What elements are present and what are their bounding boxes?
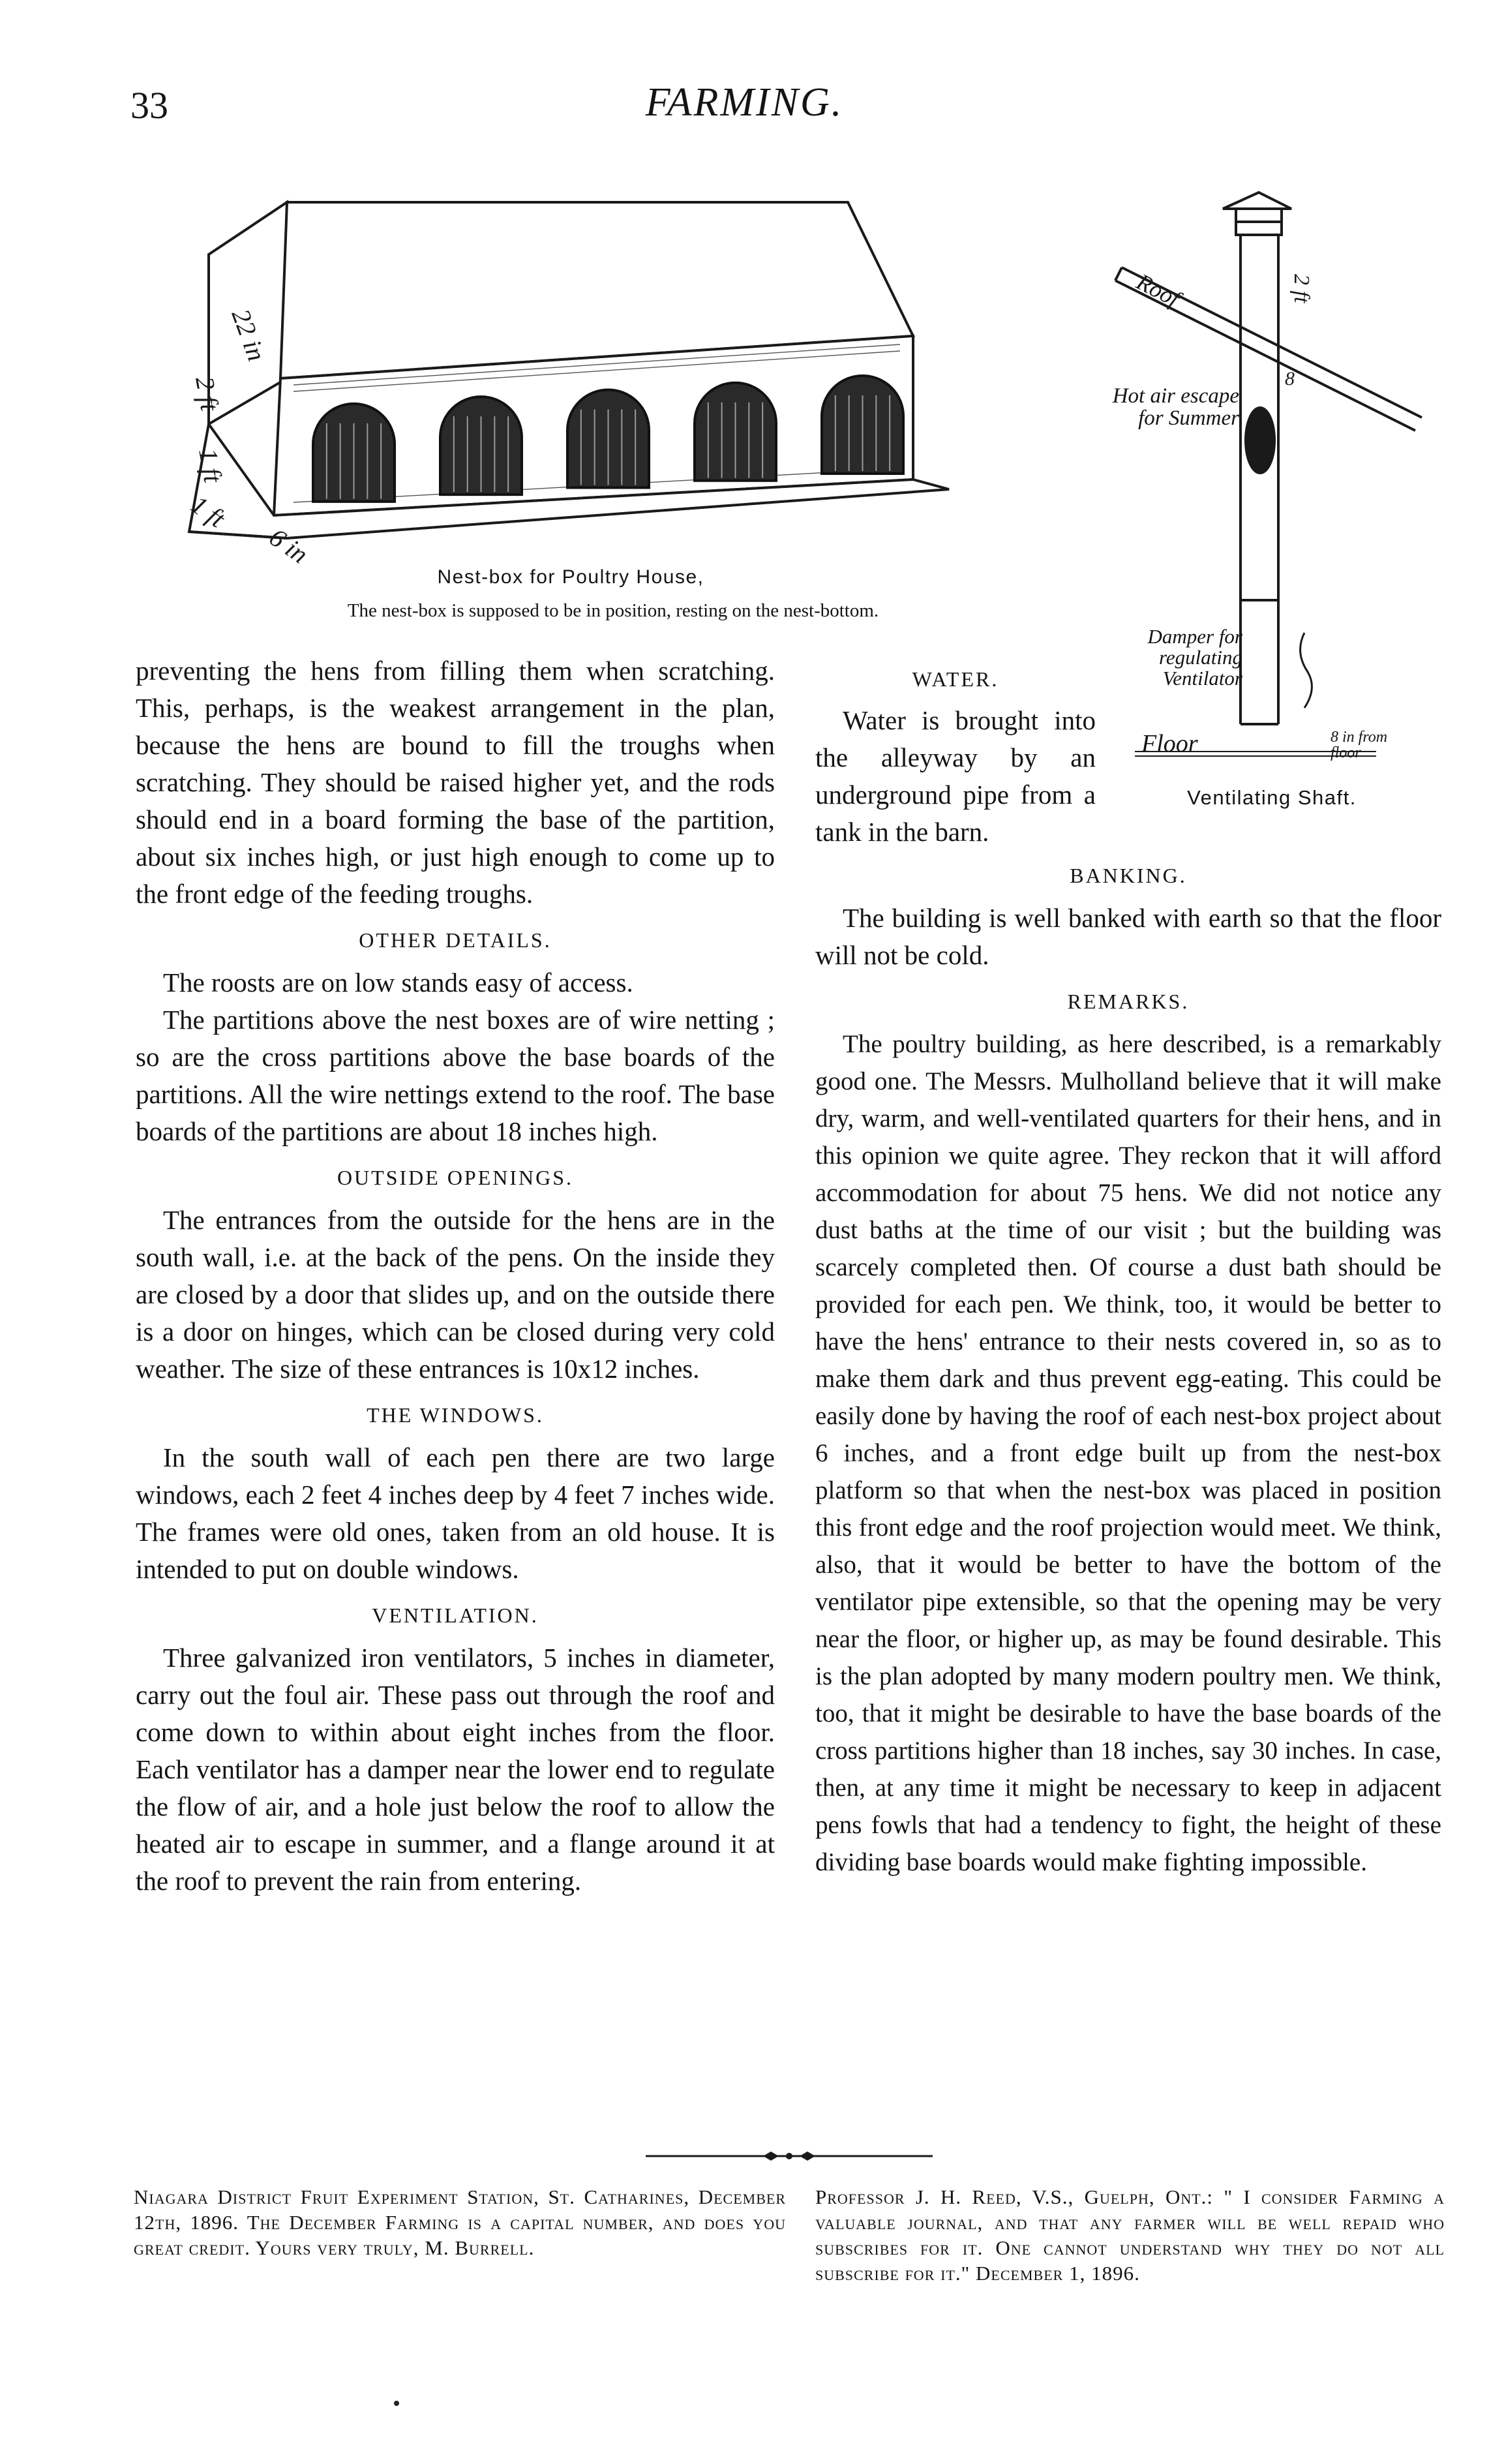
nestbox-note: The nest-box is supposed to be in position, resting on the nest-bottom. bbox=[347, 600, 879, 621]
shaft-label-from-floor: 8 in from floor bbox=[1331, 729, 1388, 761]
heading-windows: THE WINDOWS. bbox=[367, 1403, 544, 1427]
shaft-label-8: 8 bbox=[1285, 368, 1295, 389]
water-section bbox=[815, 656, 1096, 851]
ornamental-rule bbox=[646, 2150, 933, 2163]
heading-water: WATER. bbox=[912, 667, 999, 691]
letter-reed: Professor J. H. Reed, V.S., Guelph, Ont.: " I consider Farming a valuable journal, and that any farmer will be well repaid who subscribes for it. One cannot understand why they do not all subscribe for it." December 1, 1896. bbox=[815, 2185, 1445, 2285]
intro-paragraph: preventing the hens from filling them when scratching. This, perhaps, is the weakest arrangement in the plan, because the hens are bound to fill the troughs when scratching. They should be raised higher yet, and the rods should end in a board forming the base of the partition, about six inches high, or just high enough to come up to the front edge of the feeding troughs. bbox=[136, 656, 775, 909]
dim-label-22in: 22 in bbox=[226, 305, 272, 365]
shaft-caption: Ventilating Shaft. bbox=[1187, 786, 1357, 809]
shaft-label-floor: Floor bbox=[1141, 730, 1198, 757]
right-column bbox=[815, 848, 1441, 1881]
heading-outside-openings: OUTSIDE OPENINGS. bbox=[337, 1166, 574, 1189]
shaft-label-damper: Damper for regulating Ventilator bbox=[1147, 625, 1242, 690]
paragraph-remarks: The poultry building, as here described, is a remarkably good one. The Messrs. Mulholland believe that it will make dry, warm, and well-ventilated quarters for their hens, and in this opinion we quite agree. They reckon that it will afford accommodation for about 75 hens. We did not notice any dust baths at the time of our visit ; but the building was scarcely completed then. Of course a dust bath should be provided for each pen. We think, too, it would be better to have the hens' entrance to their nests covered in, so as to make them dark and thus prevent egg-eating. This could be easily done by having the roof of each nest-box project about 6 inches, and a front edge built up from the nest-box platform so that when the nest-box was placed in position this front edge and the roof projection would meet. We think, also, that it would be better to have the bottom of the ventilator pipe extensible, so that the opening may be very near the floor, or higher up, as may be found desirable. This is the plan adopted by many modern poultry men. We think, too, that it might be desirable to have the base boards of the cross partitions higher than 18 inches, say 30 inches. In case, then, at any time it might be necessary to keep in adjacent pens fowls that had a tendency to fight, the height of these dividing base boards would make fighting impossible. bbox=[815, 1030, 1441, 1876]
shaft-label-2ft: 2 ft bbox=[1289, 274, 1314, 303]
paragraph-water: Water is brought into the alleyway by an underground pipe from a tank in the barn. bbox=[815, 705, 1096, 847]
heading-remarks: REMARKS. bbox=[1067, 990, 1190, 1013]
dim-label-1ft-a: 1 ft bbox=[193, 446, 228, 485]
nestbox-illustration bbox=[170, 176, 1017, 581]
dim-label-2ft: 2 ft bbox=[190, 374, 225, 414]
heading-ventilation: VENTILATION. bbox=[372, 1604, 539, 1627]
nestbox-caption: Nest-box for Poultry House, bbox=[437, 566, 704, 588]
heading-banking: BANKING. bbox=[1070, 864, 1187, 887]
paragraph-roosts: The roosts are on low stands easy of access. bbox=[163, 967, 633, 997]
letter-burrell: Niagara District Fruit Experiment Station, St. Catharines, December 12th, 1896. The December Farming is a capital number, and does you great credit. Yours very truly, M. Burrell. bbox=[134, 2185, 786, 2259]
paragraph-ventilation: Three galvanized iron ventilators, 5 inches in diameter, carry out the foul air. These pass out through the roof and come down to within about eight inches from the floor. Each ventilator has a damper near the lower end to regulate the flow of air, and a hole just below the roof to allow the heated air to escape in summer, and a flange around it at the roof to prevent the rain from entering. bbox=[136, 1643, 775, 1896]
shaft-label-hot-air: Hot air escape for Summer bbox=[1112, 384, 1239, 430]
paragraph-entrances: The entrances from the outside for the hens are in the south wall, i.e. at the back of the pens. On the inside they are closed by a door that slides up, and on the outside there is a door on hinges, which can be closed during very cold weather. The size of these entrances is 10x12 inches. bbox=[136, 1205, 775, 1384]
dim-label-6in: 6 in bbox=[263, 522, 314, 570]
paragraph-windows: In the south wall of each pen there are two large windows, each 2 feet 4 inches deep by 4 feet 7 inches wide. The frames were old ones, taken from an old house. It is intended to put on double windows. bbox=[136, 1442, 775, 1584]
page-dot bbox=[394, 2401, 399, 2406]
paragraph-banking: The building is well banked with earth so that the floor will not be cold. bbox=[815, 903, 1441, 970]
dim-label-1ft-b: 1 ft bbox=[185, 489, 231, 534]
left-column bbox=[136, 652, 775, 1900]
paragraph-partitions: The partitions above the nest boxes are of wire netting ; so are the cross partitions above the base boards of the partitions. All the wire nettings extend to the roof. The base boards of the partitions are about 18 inches high. bbox=[136, 1005, 775, 1146]
shaft-label-roof: Roof bbox=[1132, 268, 1184, 312]
page-number: 33 bbox=[130, 84, 168, 127]
running-head: FARMING. bbox=[645, 80, 844, 125]
heading-other-details: OTHER DETAILS. bbox=[359, 928, 552, 952]
